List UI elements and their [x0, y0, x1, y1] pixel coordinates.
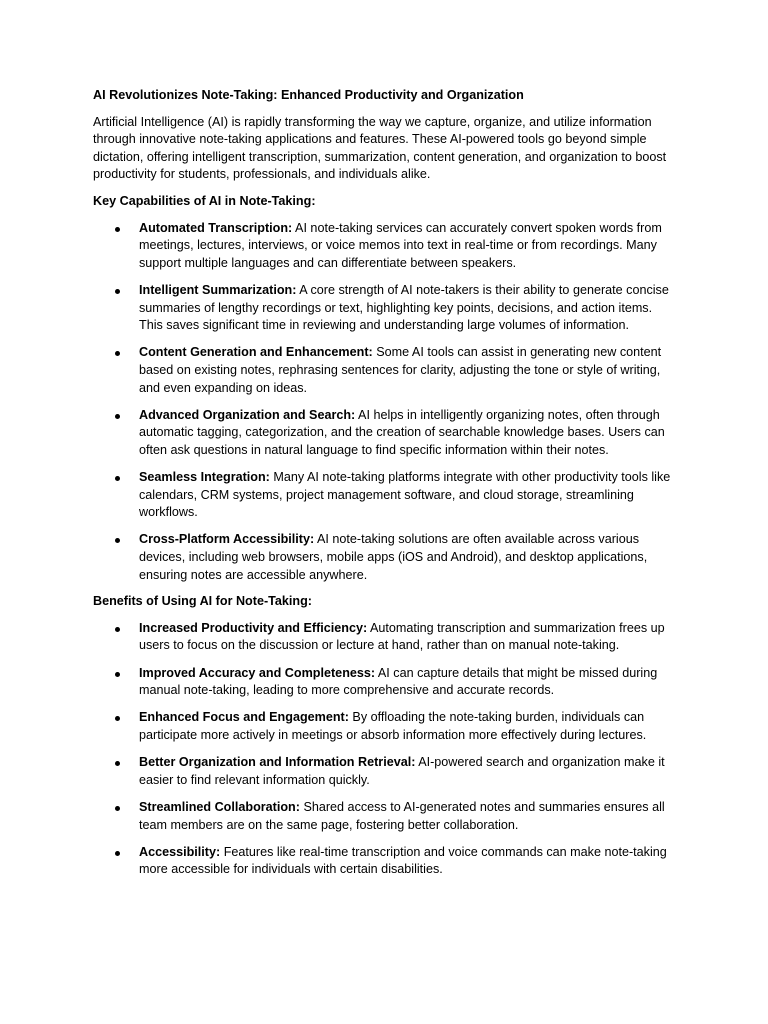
list-item [93, 407, 676, 460]
item-text: Automating transcription and summarization frees up users to focus on the discussion or lecture at hand, rather than on manual note-taking. [139, 620, 665, 653]
item-term: Accessibility: [139, 844, 221, 859]
item-term: Intelligent Summarization: [139, 282, 297, 297]
item-text: AI note-taking services can accurately convert spoken words from meetings, lectures, interviews, or voice memos into text in real-time or from recordings. Many support multiple languages and can differentiate between speakers. [139, 220, 662, 270]
item-term: Better Organization and Information Retrieval: [139, 755, 416, 770]
list-item [93, 665, 676, 700]
item-term: Cross-Platform Accessibility: [139, 532, 315, 547]
list-item [93, 620, 676, 655]
bullet-icon [115, 627, 120, 632]
item-term: Improved Accuracy and Completeness: [139, 665, 376, 680]
item-text: Many AI note-taking platforms integrate with other productivity tools like calendars, CRM systems, project management software, and cloud storage, streamlining workflows. [139, 470, 671, 520]
bullet-icon [115, 806, 120, 811]
item-text: AI helps in intelligently organizing notes, often through automatic tagging, categorization, and the creation of searchable knowledge bases. Users can often ask questions in natural language to find specific information within their notes. [139, 407, 665, 457]
item-text: AI can capture details that might be missed during manual note-taking, leading to more comprehensive and accurate records. [139, 665, 658, 698]
list-item [93, 220, 676, 273]
benefits-list [93, 620, 676, 879]
item-term: Automated Transcription: [139, 220, 293, 235]
list-item [93, 531, 676, 584]
item-text: Features like real-time transcription and voice commands can make note-taking more accessible for individuals with certain disabilities. [139, 844, 667, 877]
list-item [93, 709, 676, 744]
bullet-icon [115, 538, 120, 543]
list-item [93, 844, 676, 879]
capabilities-list [93, 220, 676, 585]
item-term: Seamless Integration: [139, 470, 270, 485]
bullet-icon [115, 716, 120, 721]
document-title: AI Revolutionizes Note-Taking: Enhanced Productivity and Organization [93, 88, 524, 102]
list-item [93, 469, 676, 522]
bullet-icon [115, 227, 120, 232]
bullet-icon [115, 476, 120, 481]
bullet-icon [115, 351, 120, 356]
intro-paragraph: Artificial Intelligence (AI) is rapidly transforming the way we capture, organize, and utilize information through innovative note-taking applications and features. These AI-powered tools go beyond simple dictation, offering intelligent transcription, summarization, content generation, and organization to boost productivity for students, professionals, and individuals alike. [93, 114, 667, 182]
bullet-icon [115, 851, 120, 856]
list-item [93, 282, 676, 335]
item-term: Advanced Organization and Search: [139, 407, 356, 422]
bullet-icon [115, 414, 120, 419]
capabilities-heading: Key Capabilities of AI in Note-Taking: [93, 193, 316, 208]
bullet-icon [115, 289, 120, 294]
item-term: Content Generation and Enhancement: [139, 345, 373, 360]
item-text: AI note-taking solutions are often available across various devices, including web browsers, mobile apps (iOS and Android), and desktop applications, ensuring notes are accessible anywhere. [139, 532, 648, 582]
item-text: A core strength of AI note-takers is their ability to generate concise summaries of lengthy recordings or text, highlighting key points, decisions, and action items. This saves significant time in reviewing and understanding large volumes of information. [139, 282, 669, 333]
item-text: Shared access to AI-generated notes and summaries ensures all team members are on the same page, fostering better collaboration. [139, 799, 665, 832]
item-term: Increased Productivity and Efficiency: [139, 620, 368, 635]
bullet-icon [115, 672, 120, 677]
item-text: By offloading the note-taking burden, individuals can participate more actively in meetings or absorb information more effectively during lectures. [139, 710, 647, 742]
list-item [93, 799, 676, 834]
list-item [93, 754, 676, 789]
item-text: AI-powered search and organization make it easier to find relevant information quickly. [139, 755, 665, 787]
item-text: Some AI tools can assist in generating new content based on existing notes, rephrasing sentences for clarity, adjusting the tone or style of writing, and even expanding on ideas. [139, 345, 662, 395]
item-term: Streamlined Collaboration: [139, 799, 300, 814]
list-item [93, 344, 676, 397]
bullet-icon [115, 761, 120, 766]
item-term: Enhanced Focus and Engagement: [139, 710, 349, 725]
benefits-heading: Benefits of Using AI for Note-Taking: [93, 594, 312, 609]
